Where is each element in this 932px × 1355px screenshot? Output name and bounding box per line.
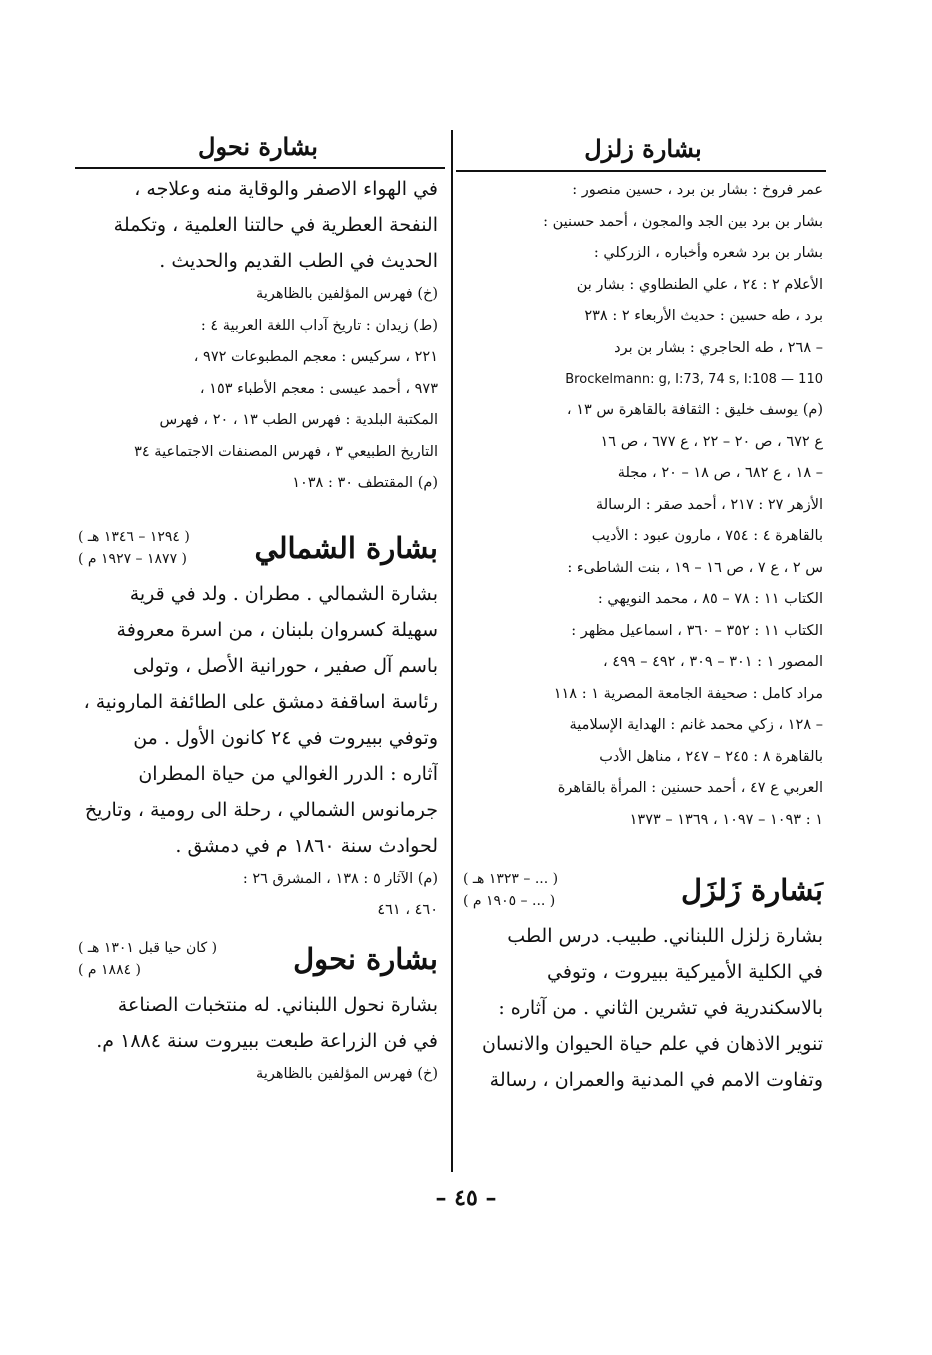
reference-line: (م) يوسف خليق : الثقافة بالقاهرة س ١٣ ،	[566, 402, 823, 418]
body-line: بشارة الشمالي . مطران . ولد في قرية	[129, 582, 438, 605]
date-gregorian: ( ١٨٨٤ م )	[78, 961, 142, 978]
reference-line: (خ) فهرس المؤلفين بالظاهرية	[256, 1065, 438, 1082]
page-number: – ٤٥ –	[435, 1185, 497, 1211]
body-line: وتوفي ببيروت في ٢٤ كانون الأول . من	[133, 726, 438, 749]
body-line: في الهواء الاصفر والوقاية منه وعلاجه ،	[134, 178, 438, 200]
entry-body-nahoul	[78, 987, 438, 1091]
reference-line: مراد كامل : صحيفة الجامعة المصرية ١ : ١١٨	[553, 685, 823, 702]
reference-line: ٩٧٣ ، أحمد عيسى : معجم الأطباء ١٥٣ ،	[199, 380, 438, 397]
date-hijri: ( كان حيا قبل ١٣٠١ هـ )	[78, 939, 218, 956]
reference-line: العربي ع ٤٧ ، أحمد حسنين : المرأة بالقاهرة	[557, 780, 823, 796]
entry-dates	[463, 868, 558, 912]
reference-line: ع ٦٧٢ ، ص ٢٠ – ٢٢ ، ع ٦٧٧ ، ص ١٦	[600, 433, 823, 450]
reference-line: التاريخ الطبيعي ٣ ، فهرس المصنفات الاجتماعية ٣٤	[134, 443, 438, 460]
entry-heading-nahoul	[78, 937, 438, 981]
entry-name: بَشارة زَلزَل	[681, 873, 823, 907]
right-references-before	[463, 175, 823, 364]
right-column-header: بشارة زلزل	[584, 134, 702, 163]
reference-line: الكتاب ١١ : ٣٥٢ – ٣٦٠ ، اسماعيل مظهر :	[571, 622, 823, 639]
left-header-rule	[75, 167, 445, 169]
latin-reference-line: Brockelmann: g, I:73, 74 s, I:108 — 110	[565, 372, 823, 387]
left-references	[78, 279, 438, 500]
body-line: رئاسة اساقفة دمشق على الطائفة المارونية ،	[83, 690, 438, 713]
entry-heading-zalzal	[463, 868, 823, 912]
body-line: في الكلية الأميركية ببيروت ، وتوفي	[547, 961, 823, 983]
reference-line: برد ، طه حسين : حديث الأربعاء ٢ : ٢٣٨	[584, 308, 823, 324]
date-hijri: ( ... – ١٣٢٣ هـ )	[463, 871, 559, 887]
reference-line: الأزهر ٢٧ : ٢١٧ ، أحمد صقر : الرسالة	[595, 496, 823, 513]
reference-line: – ٢٦٨ ، طه الحاجري : بشار بن برد	[614, 339, 823, 356]
reference-line: (خ) فهرس المؤلفين بالظاهرية	[256, 286, 438, 302]
reference-line: بشار بن برد بين الجد والمجون ، أحمد حسنين :	[543, 213, 823, 230]
right-references-after	[463, 395, 823, 836]
right-column	[463, 125, 823, 1098]
reference-line: بالقاهرة ٨ : ٢٤٥ – ٢٤٧ ، مناهل الأدب	[599, 748, 823, 765]
reference-line: ٢٢١ ، سركيس : معجم المطبوعات ٩٧٢ ،	[193, 349, 438, 365]
body-line: بشارة زلزل اللبناني. طبيب. درس الطب	[507, 925, 823, 947]
entry-dates	[78, 937, 217, 981]
reference-line: ١ : ١٠٩٣ – ١٠٩٧ ، ١٣٦٩ – ١٣٧٣	[629, 811, 823, 828]
left-column	[78, 125, 438, 1090]
right-header-rule	[456, 170, 826, 172]
entry-body-shamali	[78, 576, 438, 927]
reference-line: بشار بن برد شعره وأخباره ، الزركلي :	[593, 245, 823, 261]
reference-line: عمر فروخ : بشار بن برد ، حسين منصور :	[572, 182, 823, 198]
date-gregorian: ( ١٨٧٧ – ١٩٢٧ م )	[78, 550, 188, 567]
body-line: بشارة نحول اللبناني. له منتخبات الصناعة	[117, 993, 438, 1016]
body-line: باسم آل صفير ، حورانية الأصل ، وتولى	[133, 654, 438, 677]
column-divider	[451, 130, 453, 1172]
entry-dates	[78, 526, 190, 570]
reference-line: الأعلام ٢ : ٢٤ ، علي الطنطاوي : بشار بن	[576, 276, 823, 293]
entry-heading-shamali	[78, 526, 438, 570]
entry-name: بشارة نحول	[293, 941, 438, 976]
reference-line: (م) المقتطف ٣٠ : ١٠٣٨	[292, 475, 438, 491]
reference-line: ٤٦٠ ، ٤٦١	[377, 902, 438, 918]
reference-line: – ١٢٨ ، زكي محمد غانم : الهداية الإسلامية	[569, 717, 823, 733]
body-line: الحديث في الطب القديم والحديث .	[159, 250, 438, 272]
left-column-header: بشارة نحول	[198, 132, 318, 161]
body-line: جرمانوس الشمالي ، رحلة الى رومية ، وتاريخ	[84, 798, 438, 821]
reference-line: المصور ١ : ٣٠١ – ٣٠٩ ، ٤٩٢ – ٤٩٩ ،	[602, 654, 823, 670]
body-line: تنوير الاذهان في علم حياة الحيوان والانسان	[482, 1033, 823, 1055]
body-line: آثاره : الدرر الغوالي من حياة المطران	[138, 762, 438, 785]
reference-line: – ١٨ ، ع ٦٨٢ ، ص ١٨ – ٢٠ ، مجلة	[617, 465, 823, 481]
date-hijri: ( ١٢٩٤ – ١٣٤٦ هـ )	[78, 528, 190, 545]
body-line: لحوادث سنة ١٨٦٠ م في دمشق .	[175, 834, 438, 857]
reference-line: بالقاهرة ٤ : ٧٥٤ ، مارون عبود : الأديب	[591, 528, 823, 544]
reference-line: س ٢ ، ع ٧ ، ص ١٦ – ١٩ ، بنت الشاطىء :	[567, 559, 823, 576]
reference-line: المكتبة البلدية : فهرس الطب ١٣ ، ٢٠ ، فهرس	[159, 412, 438, 428]
entry-name: بشارة الشمالي	[254, 530, 438, 565]
entry-body-zalzal	[463, 918, 823, 1098]
reference-line: (ط) زيدان : تاريخ آداب اللغة العربية ٤ :	[200, 317, 438, 334]
left-intro	[78, 171, 438, 279]
date-gregorian: ( ... – ١٩٠٥ م )	[463, 893, 556, 909]
body-line: وتفاوت الامم في المدنية والعمران ، رسالة	[489, 1069, 823, 1091]
body-line: النفحة العطرية في حالتنا العلمية ، وتكملة	[113, 214, 438, 236]
body-line: بالاسكندرية في تشرين الثاني . من آثاره :	[498, 997, 823, 1019]
reference-line: (م) الآثار ٥ : ١٣٨ ، المشرق ٢٦ :	[242, 870, 438, 887]
body-line: في فن الزراعة طبعت ببيروت سنة ١٨٨٤ م.	[96, 1029, 438, 1052]
reference-line: الكتاب ١١ : ٧٨ – ٨٥ ، محمد النويهي :	[597, 591, 823, 607]
body-line: سهيلة كسروان بلبنان ، من اسرة معروفة	[116, 618, 438, 641]
